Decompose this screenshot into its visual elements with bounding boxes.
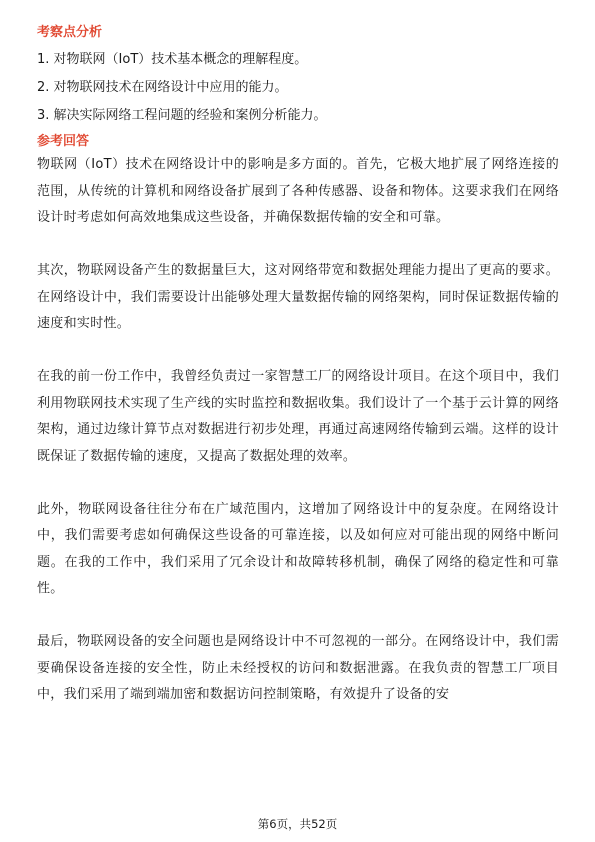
paragraph-gap [37,338,559,365]
analysis-list [37,51,559,125]
paragraph-gap [37,470,559,497]
page-number-footer: 第6页，共52页 [257,817,338,831]
paragraph-gap [37,603,559,630]
paragraph-3: 在我的前一份工作中，我曾经负责过一家智慧工厂的网络设计项目。在这个项目中，我们利用物联网技术实现了生产线的实时监控和数据收集。我们设计了一个基于云计算的网络架构，通过边缘计算节点对数据进行初步处理，再通过高速网络传输到云端。这样的设计既保证了数据传输的速度，又提高了数据处理的效率。 [37,369,559,464]
answer-heading: 参考回答 [37,134,90,149]
paragraph-1: 物联网（IoT）技术在网络设计中的影响是多方面的。首先，它极大地扩展了网络连接的范围，从传统的计算机和网络设备扩展到了各种传感器、设备和物体。这要求我们在网络设计时考虑如何高效地集成这些设备，并确保数据传输的安全和可靠。 [37,157,559,225]
document-page [37,24,559,709]
paragraph-4: 此外，物联网设备往往分布在广域范围内，这增加了网络设计中的复杂度。在网络设计中，我们需要考虑如何确保这些设备的可靠连接，以及如何应对可能出现的网络中断问题。在我的工作中，我们采用了冗余设计和故障转移机制，确保了网络的稳定性和可靠性。 [37,501,559,596]
paragraph-gap [37,232,559,259]
paragraph-2: 其次，物联网设备产生的数据量巨大，这对网络带宽和数据处理能力提出了更高的要求。在网络设计中，我们需要设计出能够处理大量数据传输的网络架构，同时保证数据传输的速度和实时性。 [37,263,559,331]
paragraph-5: 最后，物联网设备的安全问题也是网络设计中不可忽视的一部分。在网络设计中，我们需要确保设备连接的安全性，防止未经授权的访问和数据泄露。在我负责的智慧工厂项目中，我们采用了端到端加密和数据访问控制策略，有效提升了设备的安 [37,634,559,702]
list-item: 2. 对物联网技术在网络设计中应用的能力。 [37,80,288,95]
list-item: 1. 对物联网（IoT）技术基本概念的理解程度。 [37,52,308,67]
list-item: 3. 解决实际网络工程问题的经验和案例分析能力。 [37,108,327,123]
analysis-heading: 考察点分析 [37,25,103,40]
